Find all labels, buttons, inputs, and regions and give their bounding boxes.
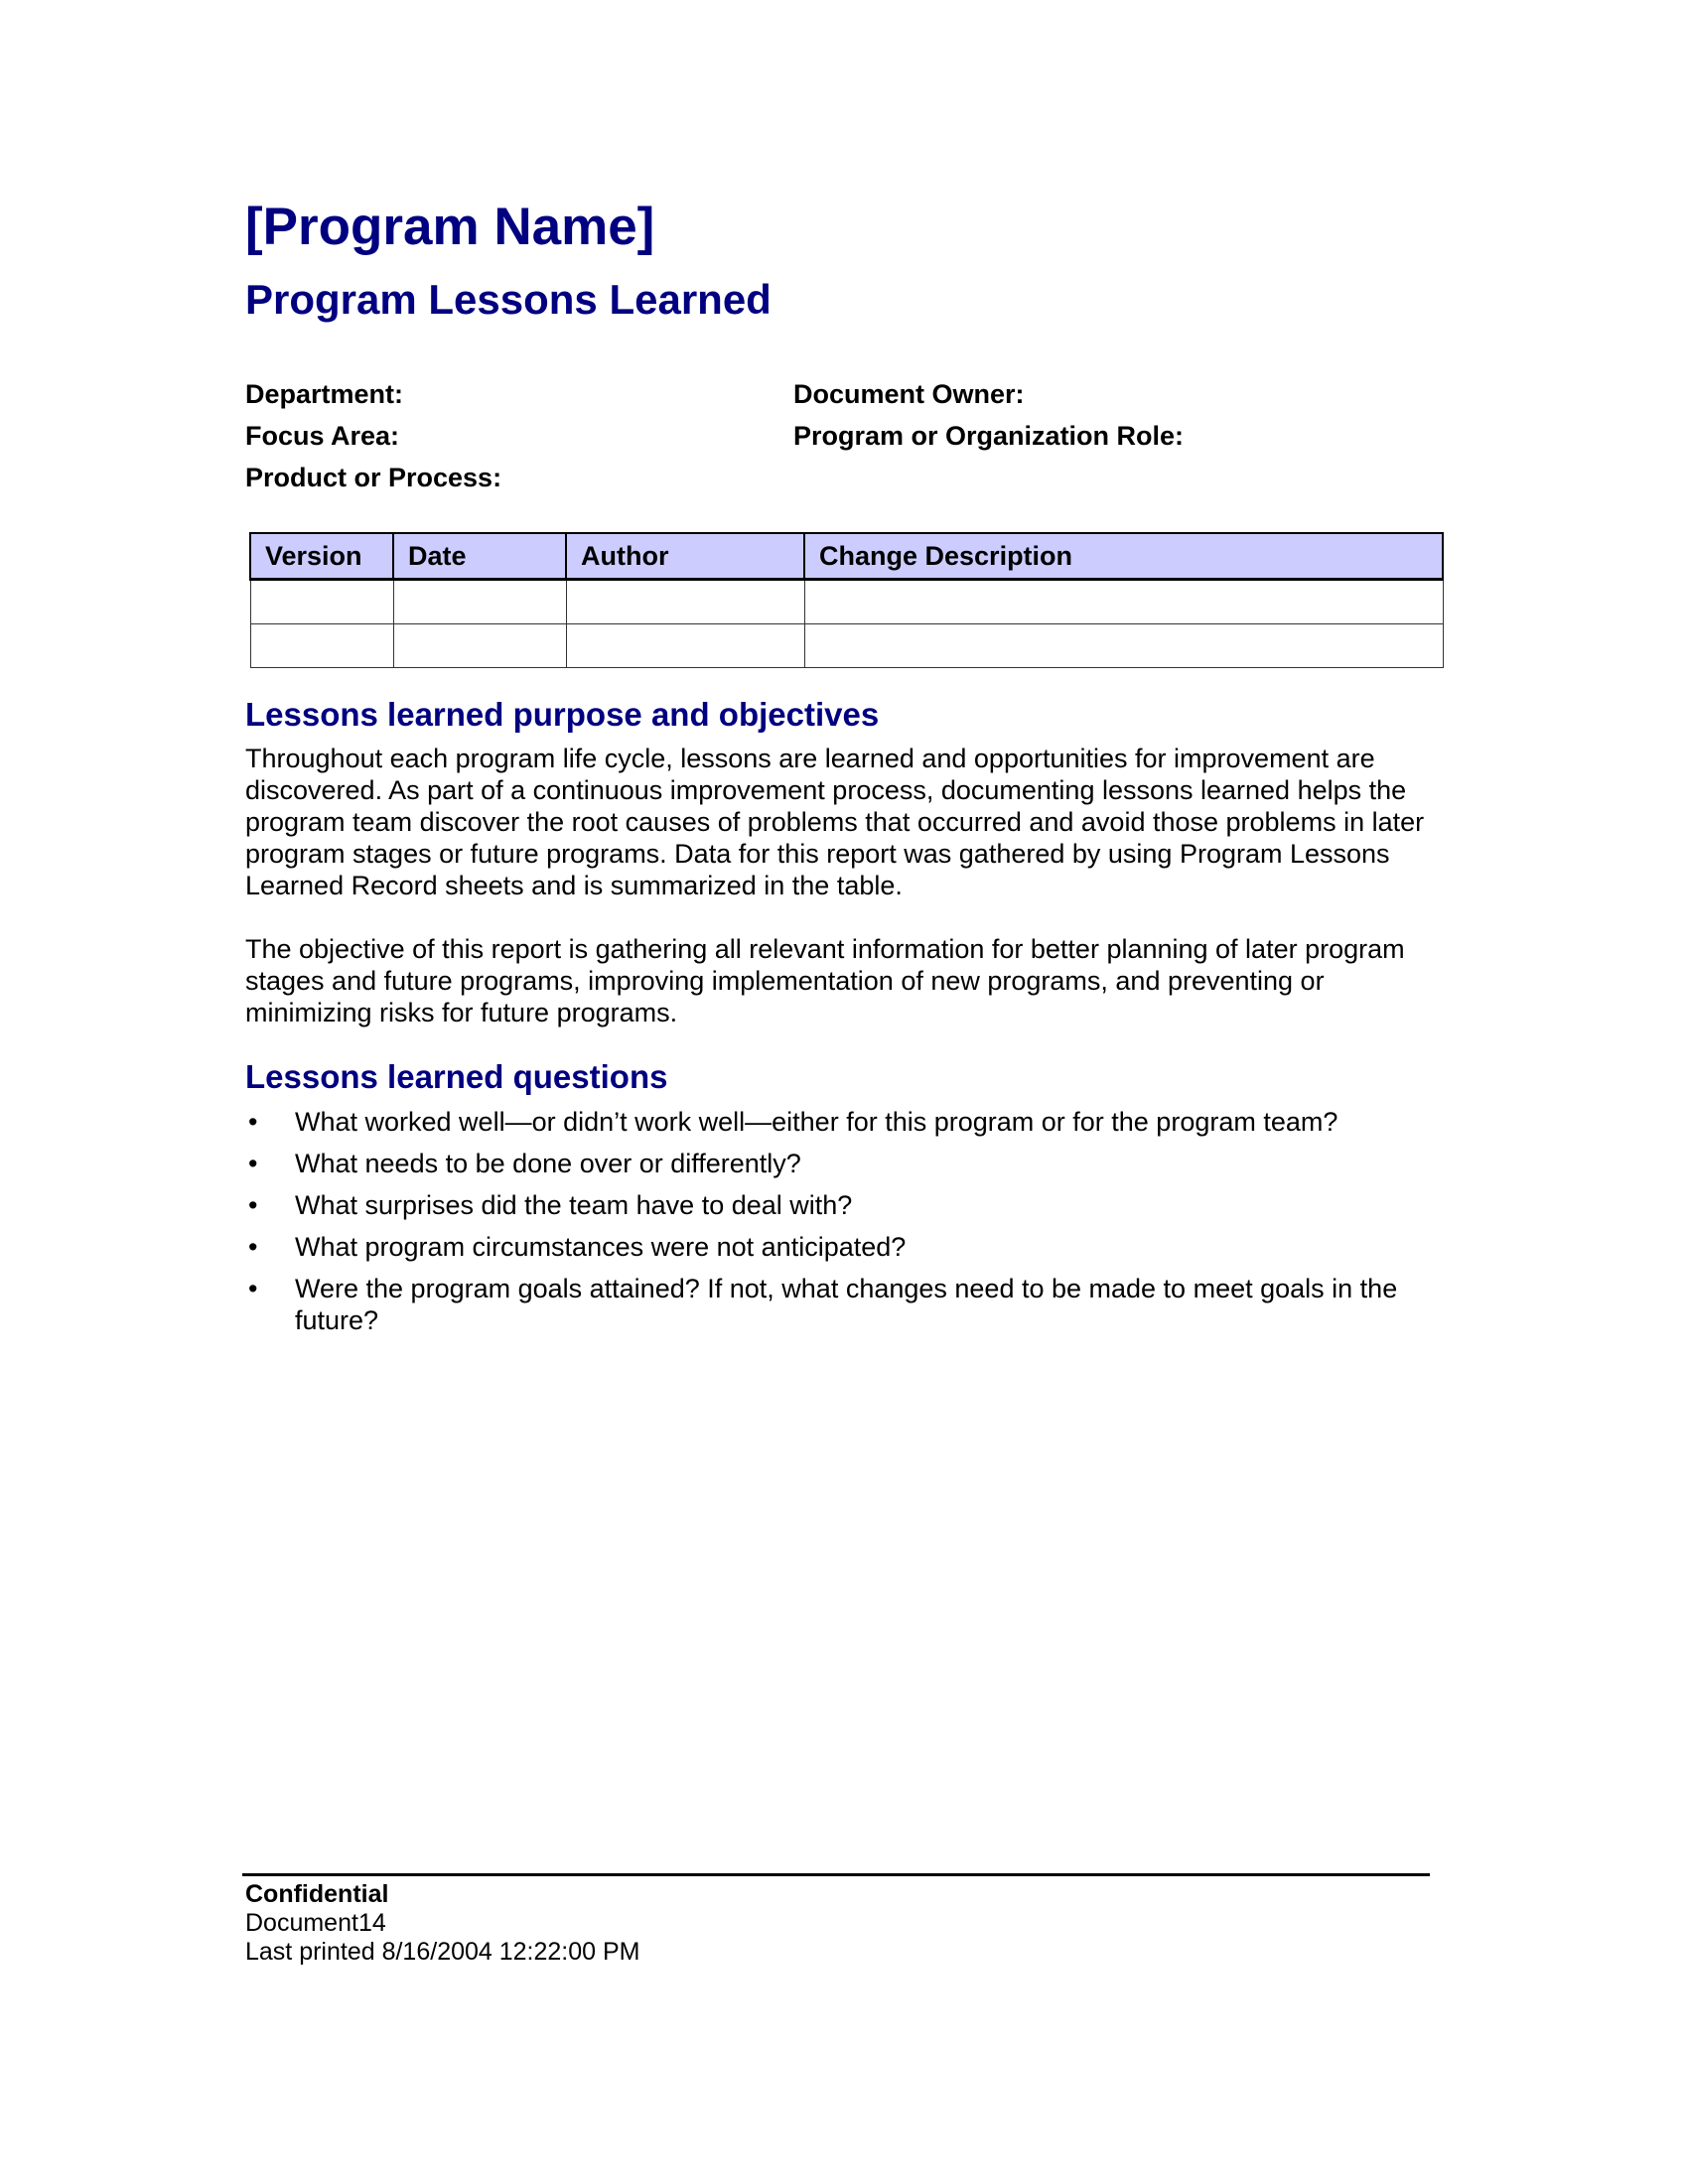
column-header-author: Author xyxy=(566,533,804,580)
column-header-date: Date xyxy=(393,533,566,580)
footer-confidential: Confidential xyxy=(245,1880,389,1908)
questions-list xyxy=(245,1106,1447,1346)
revision-table xyxy=(249,532,1444,668)
table-row xyxy=(250,624,1443,668)
bullet-icon: • xyxy=(248,1149,258,1178)
footer-document-name: Document14 xyxy=(245,1909,386,1937)
question-text: What needs to be done over or differently? xyxy=(295,1149,801,1178)
footer-divider xyxy=(242,1873,1430,1876)
table-cell[interactable] xyxy=(566,624,804,668)
document-owner-label: Document Owner: xyxy=(793,379,1025,409)
list-item xyxy=(245,1106,1447,1138)
focus-area-label: Focus Area: xyxy=(245,421,400,451)
purpose-paragraph-2: The objective of this report is gathering all relevant information for better planning of later program stages and future programs, improving implementation of new programs, and preventing or minimizing risks for future programs. xyxy=(245,934,1405,1027)
list-item xyxy=(245,1189,1447,1221)
question-text: What surprises did the team have to deal with? xyxy=(295,1190,853,1220)
question-text: What program circumstances were not anticipated? xyxy=(295,1232,907,1262)
purpose-heading: Lessons learned purpose and objectives xyxy=(245,696,880,733)
bullet-icon: • xyxy=(248,1190,258,1220)
column-header-version: Version xyxy=(250,533,393,580)
document-title: [Program Name] xyxy=(245,198,655,256)
list-item xyxy=(245,1231,1447,1263)
table-header-row xyxy=(250,533,1443,580)
bullet-icon: • xyxy=(248,1274,258,1303)
table-cell[interactable] xyxy=(393,624,566,668)
table-row xyxy=(250,580,1443,624)
column-header-change-description: Change Description xyxy=(804,533,1443,580)
list-item xyxy=(245,1148,1447,1179)
table-cell[interactable] xyxy=(393,580,566,624)
table-cell[interactable] xyxy=(250,624,393,668)
department-label: Department: xyxy=(245,379,404,409)
bullet-icon: • xyxy=(248,1107,258,1137)
table-cell[interactable] xyxy=(804,624,1443,668)
document-subtitle: Program Lessons Learned xyxy=(245,276,772,323)
product-or-process-label: Product or Process: xyxy=(245,463,502,492)
bullet-icon: • xyxy=(248,1232,258,1262)
table-cell[interactable] xyxy=(566,580,804,624)
purpose-paragraph-1: Throughout each program life cycle, lessons are learned and opportunities for improvement are discovered. As part of a continuous improvement process, documenting lessons learned helps the program team discover the root causes of problems that occurred and avoid those problems in later program stages or future programs. Data for this report was gathered by using Program Lessons Learned Record sheets and is summarized in the table. xyxy=(245,744,1425,900)
list-item xyxy=(245,1273,1447,1336)
questions-heading: Lessons learned questions xyxy=(245,1058,668,1095)
table-cell[interactable] xyxy=(250,580,393,624)
question-text: What worked well—or didn’t work well—either for this program or for the program team? xyxy=(295,1107,1338,1137)
question-text: Were the program goals attained? If not, what changes need to be made to meet goals in the future? xyxy=(295,1274,1398,1335)
footer-last-printed: Last printed 8/16/2004 12:22:00 PM xyxy=(245,1938,640,1966)
role-label: Program or Organization Role: xyxy=(793,421,1185,451)
table-cell[interactable] xyxy=(804,580,1443,624)
